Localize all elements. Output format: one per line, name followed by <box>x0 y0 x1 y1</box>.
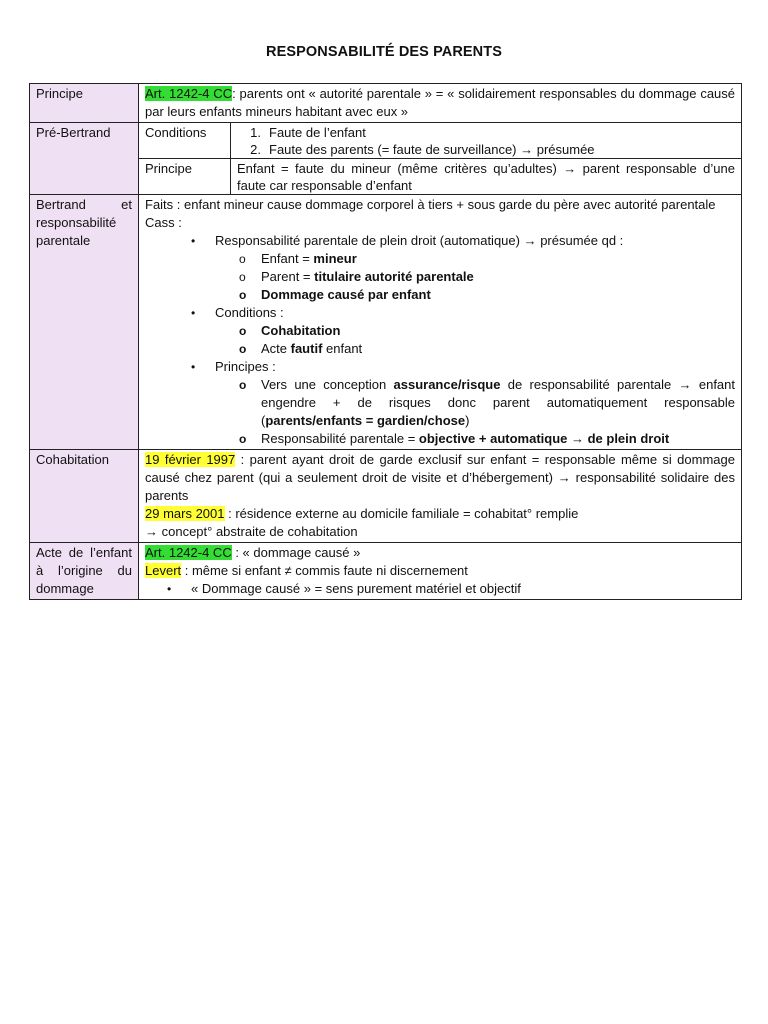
row-label-bertrand: Bertrand et responsabilité parentale <box>30 195 139 450</box>
sub-bullet-glyph: o <box>239 288 247 302</box>
subtable-row <box>139 123 741 159</box>
sub-bullet-text: Cohabitation <box>261 323 341 338</box>
bullet-glyph: • <box>191 360 196 374</box>
bertrand-content <box>139 195 742 450</box>
principe-content <box>139 84 742 123</box>
conditions-label: Conditions <box>139 123 231 159</box>
subtable-row <box>139 159 741 195</box>
principe-sublabel: Principe <box>139 159 231 195</box>
sub-bullet-text: Enfant = mineur <box>261 251 357 266</box>
principe-text: : parents ont « autorité parentale » = « solidairement responsables du dommage causé par leurs enfants mineurs habitant avec eux » <box>145 86 736 119</box>
sub-list-item <box>145 250 735 268</box>
bullet-text: « Dommage causé » = sens purement matériel et objectif <box>191 581 521 596</box>
table-row <box>30 543 742 600</box>
bullet-glyph: • <box>191 234 196 248</box>
sub-bullet-glyph: o <box>239 432 247 446</box>
table-row <box>30 450 742 543</box>
sub-bullet-glyph: o <box>239 378 247 392</box>
bullet-text: Conditions : <box>215 305 284 320</box>
sub-bullet-text: Responsabilité parentale = objective + automatique → de plein droit <box>261 431 670 446</box>
list-number: 1. <box>250 125 261 140</box>
condition-2: Faute des parents (= faute de surveillance) → présumée <box>269 142 595 157</box>
acte-para-2: Levert : même si enfant ≠ commis faute ni discernement <box>145 563 468 578</box>
sub-list-item <box>145 376 735 430</box>
responsibility-table <box>29 83 742 600</box>
sub-list-item <box>145 286 735 304</box>
bullet-glyph: • <box>191 306 196 320</box>
bullet-glyph: • <box>167 582 172 596</box>
cohabitation-para-1: 19 février 1997 : parent ayant droit de garde exclusif sur enfant = responsable même si dommage causé chez parent (qui a seulement droit de visite et d’hébergement) → responsabilité solidaire des parents <box>145 452 735 503</box>
cass-label: Cass : <box>145 215 182 230</box>
list-item <box>231 141 735 158</box>
sub-list-item <box>145 322 735 340</box>
sub-bullet-text: Vers une conception assurance/risque de responsabilité parentale → enfant engendre + de risques donc parent automatiquement responsable (parents/enfants = gardien/chose) <box>261 377 735 428</box>
table-row <box>30 123 742 195</box>
list-item <box>145 358 735 376</box>
list-item <box>145 580 735 598</box>
sub-list-item <box>145 340 735 358</box>
sub-list-item <box>145 430 735 448</box>
cohabitation-content <box>139 450 742 543</box>
principe-subtext: Enfant = faute du mineur (même critères qu’adultes) → parent responsable d’une faute car responsable d’enfant <box>237 161 735 193</box>
page-title: RESPONSABILITÉ DES PARENTS <box>266 44 502 60</box>
table-row <box>30 84 742 123</box>
faits-text: Faits : enfant mineur cause dommage corporel à tiers + sous garde du père avec autorité parentale <box>145 197 716 212</box>
article-reference: Art. 1242-4 CC <box>145 86 233 101</box>
date-highlight: 19 février 1997 <box>145 452 236 467</box>
list-item <box>145 232 735 250</box>
acte-para-1: Art. 1242-4 CC : « dommage causé » <box>145 545 361 560</box>
sub-bullet-glyph: o <box>239 270 246 284</box>
list-item <box>231 124 735 141</box>
row-label-cohabitation: Cohabitation <box>30 450 139 543</box>
date-highlight: 29 mars 2001 <box>145 506 225 521</box>
sub-bullet-glyph: o <box>239 342 247 356</box>
sub-bullet-text: Acte fautif enfant <box>261 341 363 356</box>
list-item <box>145 304 735 322</box>
pre-bertrand-subtable <box>139 123 741 194</box>
row-label-pre-bertrand: Pré-Bertrand <box>30 123 139 195</box>
sub-list-item <box>145 268 735 286</box>
bullet-text: Responsabilité parentale de plein droit (automatique) → présumée qd : <box>215 233 624 248</box>
conditions-list <box>231 123 742 159</box>
cohabitation-para-2: 29 mars 2001 : résidence externe au domicile familiale = cohabitat° remplie <box>145 506 579 521</box>
sub-bullet-glyph: o <box>239 324 247 338</box>
table-row <box>30 195 742 450</box>
sub-bullet-text: Parent = titulaire autorité parentale <box>261 269 474 284</box>
sub-bullet-text: Dommage causé par enfant <box>261 287 431 302</box>
cohabitation-para-3: → concept° abstraite de cohabitation <box>145 524 358 539</box>
pre-bertrand-content <box>139 123 742 195</box>
sub-bullet-glyph: o <box>239 252 246 266</box>
article-reference: Art. 1242-4 CC <box>145 545 232 560</box>
row-label-principe: Principe <box>30 84 139 123</box>
list-number: 2. <box>250 142 261 157</box>
row-label-acte: Acte de l’enfant à l’origine du dommage <box>30 543 139 600</box>
case-highlight: Levert <box>145 563 182 578</box>
bullet-text: Principes : <box>215 359 276 374</box>
condition-1: Faute de l’enfant <box>269 125 366 140</box>
acte-content <box>139 543 742 600</box>
